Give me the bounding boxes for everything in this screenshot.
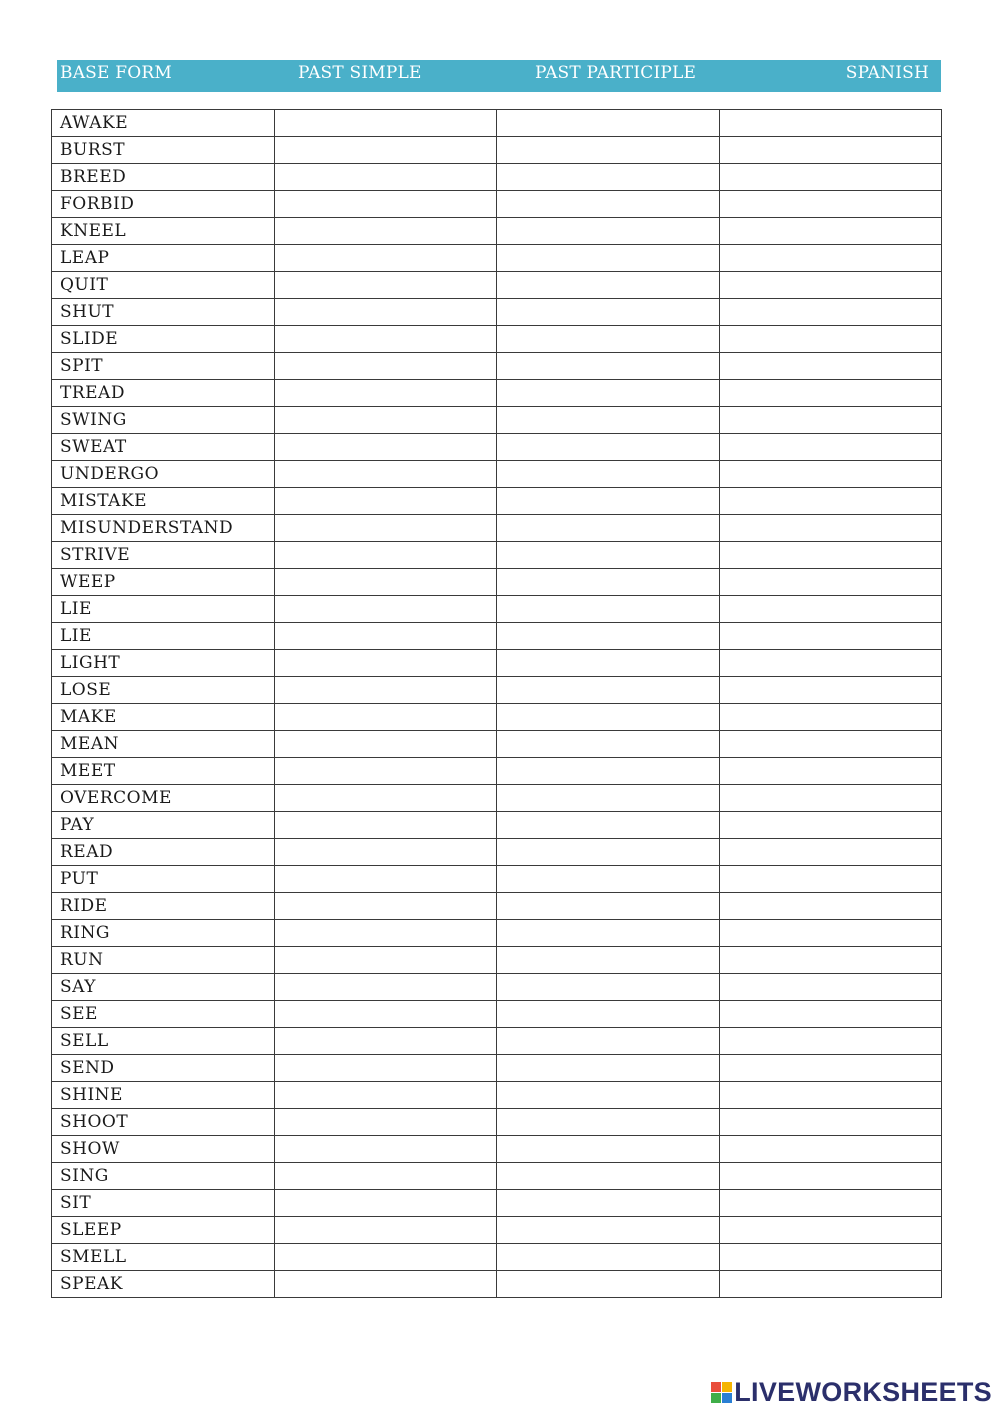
past-participle-cell[interactable] xyxy=(497,731,720,758)
past-participle-cell[interactable] xyxy=(497,299,720,326)
spanish-cell[interactable] xyxy=(719,1001,942,1028)
table-row xyxy=(52,1055,942,1082)
spanish-cell[interactable] xyxy=(719,839,942,866)
past-simple-cell[interactable] xyxy=(274,650,497,677)
table-row xyxy=(52,596,942,623)
base-form-cell: SIT xyxy=(52,1190,275,1217)
spanish-cell[interactable] xyxy=(719,434,942,461)
past-simple-cell[interactable] xyxy=(274,299,497,326)
past-participle-cell[interactable] xyxy=(497,812,720,839)
spanish-cell[interactable] xyxy=(719,110,942,137)
past-simple-cell[interactable] xyxy=(274,677,497,704)
table-row xyxy=(52,1217,942,1244)
table-row xyxy=(52,839,942,866)
spanish-cell[interactable] xyxy=(719,974,942,1001)
table-row xyxy=(52,326,942,353)
past-simple-cell[interactable] xyxy=(274,326,497,353)
spanish-cell[interactable] xyxy=(719,272,942,299)
past-simple-cell[interactable] xyxy=(274,407,497,434)
table-row xyxy=(52,893,942,920)
past-simple-cell[interactable] xyxy=(274,1163,497,1190)
past-participle-cell[interactable] xyxy=(497,1028,720,1055)
past-simple-cell[interactable] xyxy=(274,1271,497,1298)
base-form-cell: SELL xyxy=(52,1028,275,1055)
table-row xyxy=(52,1028,942,1055)
table-row xyxy=(52,245,942,272)
base-form-cell: AWAKE xyxy=(52,110,275,137)
past-participle-cell[interactable] xyxy=(497,1163,720,1190)
base-form-cell: LIGHT xyxy=(52,650,275,677)
base-form-cell: PAY xyxy=(52,812,275,839)
base-form-cell: MAKE xyxy=(52,704,275,731)
header-base-form: BASE FORM xyxy=(60,63,172,83)
table-row xyxy=(52,434,942,461)
table-row xyxy=(52,515,942,542)
past-participle-cell[interactable] xyxy=(497,515,720,542)
past-simple-cell[interactable] xyxy=(274,245,497,272)
table-row xyxy=(52,704,942,731)
past-participle-cell[interactable] xyxy=(497,1082,720,1109)
spanish-cell[interactable] xyxy=(719,245,942,272)
past-simple-cell[interactable] xyxy=(274,812,497,839)
past-participle-cell[interactable] xyxy=(497,866,720,893)
past-simple-cell[interactable] xyxy=(274,569,497,596)
table-row xyxy=(52,1082,942,1109)
table-row xyxy=(52,1271,942,1298)
base-form-cell: SHUT xyxy=(52,299,275,326)
past-simple-cell[interactable] xyxy=(274,515,497,542)
past-simple-cell[interactable] xyxy=(274,1028,497,1055)
past-participle-cell[interactable] xyxy=(497,920,720,947)
spanish-cell[interactable] xyxy=(719,353,942,380)
past-participle-cell[interactable] xyxy=(497,137,720,164)
past-participle-cell[interactable] xyxy=(497,569,720,596)
spanish-cell[interactable] xyxy=(719,893,942,920)
verb-table xyxy=(51,109,942,1298)
past-participle-cell[interactable] xyxy=(497,1001,720,1028)
table-row xyxy=(52,758,942,785)
past-simple-cell[interactable] xyxy=(274,758,497,785)
spanish-cell[interactable] xyxy=(719,623,942,650)
spanish-cell[interactable] xyxy=(719,758,942,785)
base-form-cell: BURST xyxy=(52,137,275,164)
spanish-cell[interactable] xyxy=(719,1082,942,1109)
base-form-cell: LIE xyxy=(52,623,275,650)
table-row xyxy=(52,461,942,488)
base-form-cell: UNDERGO xyxy=(52,461,275,488)
base-form-cell: SEND xyxy=(52,1055,275,1082)
spanish-cell[interactable] xyxy=(719,218,942,245)
past-simple-cell[interactable] xyxy=(274,596,497,623)
verb-table-body xyxy=(52,110,942,1298)
base-form-cell: SWEAT xyxy=(52,434,275,461)
spanish-cell[interactable] xyxy=(719,947,942,974)
spanish-cell[interactable] xyxy=(719,1028,942,1055)
past-participle-cell[interactable] xyxy=(497,1271,720,1298)
past-participle-cell[interactable] xyxy=(497,893,720,920)
past-participle-cell[interactable] xyxy=(497,974,720,1001)
past-simple-cell[interactable] xyxy=(274,947,497,974)
past-participle-cell[interactable] xyxy=(497,650,720,677)
table-row xyxy=(52,785,942,812)
table-row xyxy=(52,1190,942,1217)
base-form-cell: READ xyxy=(52,839,275,866)
table-row xyxy=(52,164,942,191)
spanish-cell[interactable] xyxy=(719,1136,942,1163)
base-form-cell: KNEEL xyxy=(52,218,275,245)
past-simple-cell[interactable] xyxy=(274,488,497,515)
base-form-cell: PUT xyxy=(52,866,275,893)
past-simple-cell[interactable] xyxy=(274,110,497,137)
past-participle-cell[interactable] xyxy=(497,380,720,407)
spanish-cell[interactable] xyxy=(719,569,942,596)
base-form-cell: LOSE xyxy=(52,677,275,704)
past-simple-cell[interactable] xyxy=(274,380,497,407)
past-simple-cell[interactable] xyxy=(274,434,497,461)
table-row xyxy=(52,731,942,758)
past-simple-cell[interactable] xyxy=(274,1001,497,1028)
table-row xyxy=(52,1244,942,1271)
past-simple-cell[interactable] xyxy=(274,461,497,488)
table-row xyxy=(52,974,942,1001)
base-form-cell: SEE xyxy=(52,1001,275,1028)
past-participle-cell[interactable] xyxy=(497,434,720,461)
past-participle-cell[interactable] xyxy=(497,1136,720,1163)
past-participle-cell[interactable] xyxy=(497,677,720,704)
past-simple-cell[interactable] xyxy=(274,704,497,731)
past-participle-cell[interactable] xyxy=(497,1190,720,1217)
past-participle-cell[interactable] xyxy=(497,326,720,353)
past-participle-cell[interactable] xyxy=(497,1244,720,1271)
past-simple-cell[interactable] xyxy=(274,542,497,569)
logo-text: LIVEWORKSHEETS xyxy=(734,1376,992,1407)
past-simple-cell[interactable] xyxy=(274,839,497,866)
past-simple-cell[interactable] xyxy=(274,1109,497,1136)
spanish-cell[interactable] xyxy=(719,299,942,326)
base-form-cell: BREED xyxy=(52,164,275,191)
table-row xyxy=(52,488,942,515)
past-simple-cell[interactable] xyxy=(274,1244,497,1271)
table-row xyxy=(52,272,942,299)
base-form-cell: RUN xyxy=(52,947,275,974)
table-row xyxy=(52,569,942,596)
table-row xyxy=(52,380,942,407)
base-form-cell: SHINE xyxy=(52,1082,275,1109)
column-header-bar xyxy=(57,60,941,92)
past-participle-cell[interactable] xyxy=(497,596,720,623)
header-past-participle: PAST PARTICIPLE xyxy=(535,63,697,83)
base-form-cell: SMELL xyxy=(52,1244,275,1271)
table-row xyxy=(52,137,942,164)
spanish-cell[interactable] xyxy=(719,785,942,812)
past-participle-cell[interactable] xyxy=(497,1109,720,1136)
spanish-cell[interactable] xyxy=(719,704,942,731)
base-form-cell: LEAP xyxy=(52,245,275,272)
base-form-cell: SHOW xyxy=(52,1136,275,1163)
table-row xyxy=(52,623,942,650)
spanish-cell[interactable] xyxy=(719,920,942,947)
past-simple-cell[interactable] xyxy=(274,1136,497,1163)
spanish-cell[interactable] xyxy=(719,596,942,623)
past-simple-cell[interactable] xyxy=(274,218,497,245)
header-spanish: SPANISH xyxy=(845,63,929,83)
base-form-cell: QUIT xyxy=(52,272,275,299)
spanish-cell[interactable] xyxy=(719,542,942,569)
table-row xyxy=(52,1136,942,1163)
spanish-cell[interactable] xyxy=(719,164,942,191)
table-row xyxy=(52,407,942,434)
past-participle-cell[interactable] xyxy=(497,1217,720,1244)
spanish-cell[interactable] xyxy=(719,326,942,353)
header-past-simple: PAST SIMPLE xyxy=(298,63,422,83)
past-participle-cell[interactable] xyxy=(497,110,720,137)
past-participle-cell[interactable] xyxy=(497,272,720,299)
spanish-cell[interactable] xyxy=(719,488,942,515)
spanish-cell[interactable] xyxy=(719,650,942,677)
past-simple-cell[interactable] xyxy=(274,1082,497,1109)
table-row xyxy=(52,677,942,704)
spanish-cell[interactable] xyxy=(719,191,942,218)
base-form-cell: SLIDE xyxy=(52,326,275,353)
base-form-cell: LIE xyxy=(52,596,275,623)
table-row xyxy=(52,110,942,137)
past-participle-cell[interactable] xyxy=(497,353,720,380)
past-participle-cell[interactable] xyxy=(497,191,720,218)
past-simple-cell[interactable] xyxy=(274,1190,497,1217)
base-form-cell: MISUNDERSTAND xyxy=(52,515,275,542)
base-form-cell: SHOOT xyxy=(52,1109,275,1136)
spanish-cell[interactable] xyxy=(719,407,942,434)
past-simple-cell[interactable] xyxy=(274,137,497,164)
spanish-cell[interactable] xyxy=(719,677,942,704)
table-row xyxy=(52,920,942,947)
table-row xyxy=(52,1109,942,1136)
spanish-cell[interactable] xyxy=(719,1217,942,1244)
past-participle-cell[interactable] xyxy=(497,542,720,569)
past-simple-cell[interactable] xyxy=(274,272,497,299)
past-simple-cell[interactable] xyxy=(274,893,497,920)
base-form-cell: FORBID xyxy=(52,191,275,218)
past-simple-cell[interactable] xyxy=(274,1217,497,1244)
base-form-cell: SAY xyxy=(52,974,275,1001)
spanish-cell[interactable] xyxy=(719,137,942,164)
spanish-cell[interactable] xyxy=(719,1055,942,1082)
past-simple-cell[interactable] xyxy=(274,731,497,758)
past-participle-cell[interactable] xyxy=(497,488,720,515)
spanish-cell[interactable] xyxy=(719,1271,942,1298)
past-participle-cell[interactable] xyxy=(497,947,720,974)
past-simple-cell[interactable] xyxy=(274,353,497,380)
logo-blocks-icon xyxy=(711,1382,732,1403)
base-form-cell: STRIVE xyxy=(52,542,275,569)
past-simple-cell[interactable] xyxy=(274,1055,497,1082)
spanish-cell[interactable] xyxy=(719,461,942,488)
base-form-cell: SPEAK xyxy=(52,1271,275,1298)
base-form-cell: SING xyxy=(52,1163,275,1190)
past-participle-cell[interactable] xyxy=(497,1055,720,1082)
spanish-cell[interactable] xyxy=(719,1163,942,1190)
table-row xyxy=(52,812,942,839)
past-simple-cell[interactable] xyxy=(274,164,497,191)
table-row xyxy=(52,299,942,326)
past-participle-cell[interactable] xyxy=(497,839,720,866)
spanish-cell[interactable] xyxy=(719,1244,942,1271)
past-participle-cell[interactable] xyxy=(497,164,720,191)
table-row xyxy=(52,353,942,380)
past-participle-cell[interactable] xyxy=(497,245,720,272)
past-participle-cell[interactable] xyxy=(497,407,720,434)
past-simple-cell[interactable] xyxy=(274,623,497,650)
past-simple-cell[interactable] xyxy=(274,785,497,812)
past-participle-cell[interactable] xyxy=(497,461,720,488)
liveworksheets-logo xyxy=(711,1377,992,1407)
table-row xyxy=(52,650,942,677)
base-form-cell: SLEEP xyxy=(52,1217,275,1244)
spanish-cell[interactable] xyxy=(719,1190,942,1217)
table-row xyxy=(52,947,942,974)
base-form-cell: WEEP xyxy=(52,569,275,596)
base-form-cell: SPIT xyxy=(52,353,275,380)
past-simple-cell[interactable] xyxy=(274,191,497,218)
past-participle-cell[interactable] xyxy=(497,785,720,812)
past-participle-cell[interactable] xyxy=(497,623,720,650)
spanish-cell[interactable] xyxy=(719,731,942,758)
past-simple-cell[interactable] xyxy=(274,920,497,947)
base-form-cell: OVERCOME xyxy=(52,785,275,812)
past-simple-cell[interactable] xyxy=(274,974,497,1001)
table-row xyxy=(52,191,942,218)
table-row xyxy=(52,866,942,893)
table-row xyxy=(52,218,942,245)
base-form-cell: RING xyxy=(52,920,275,947)
base-form-cell: SWING xyxy=(52,407,275,434)
base-form-cell: MEAN xyxy=(52,731,275,758)
table-row xyxy=(52,1163,942,1190)
base-form-cell: TREAD xyxy=(52,380,275,407)
past-participle-cell[interactable] xyxy=(497,704,720,731)
base-form-cell: MISTAKE xyxy=(52,488,275,515)
spanish-cell[interactable] xyxy=(719,1109,942,1136)
past-participle-cell[interactable] xyxy=(497,758,720,785)
base-form-cell: RIDE xyxy=(52,893,275,920)
past-participle-cell[interactable] xyxy=(497,218,720,245)
spanish-cell[interactable] xyxy=(719,812,942,839)
base-form-cell: MEET xyxy=(52,758,275,785)
spanish-cell[interactable] xyxy=(719,380,942,407)
table-row xyxy=(52,1001,942,1028)
spanish-cell[interactable] xyxy=(719,515,942,542)
table-row xyxy=(52,542,942,569)
past-simple-cell[interactable] xyxy=(274,866,497,893)
spanish-cell[interactable] xyxy=(719,866,942,893)
